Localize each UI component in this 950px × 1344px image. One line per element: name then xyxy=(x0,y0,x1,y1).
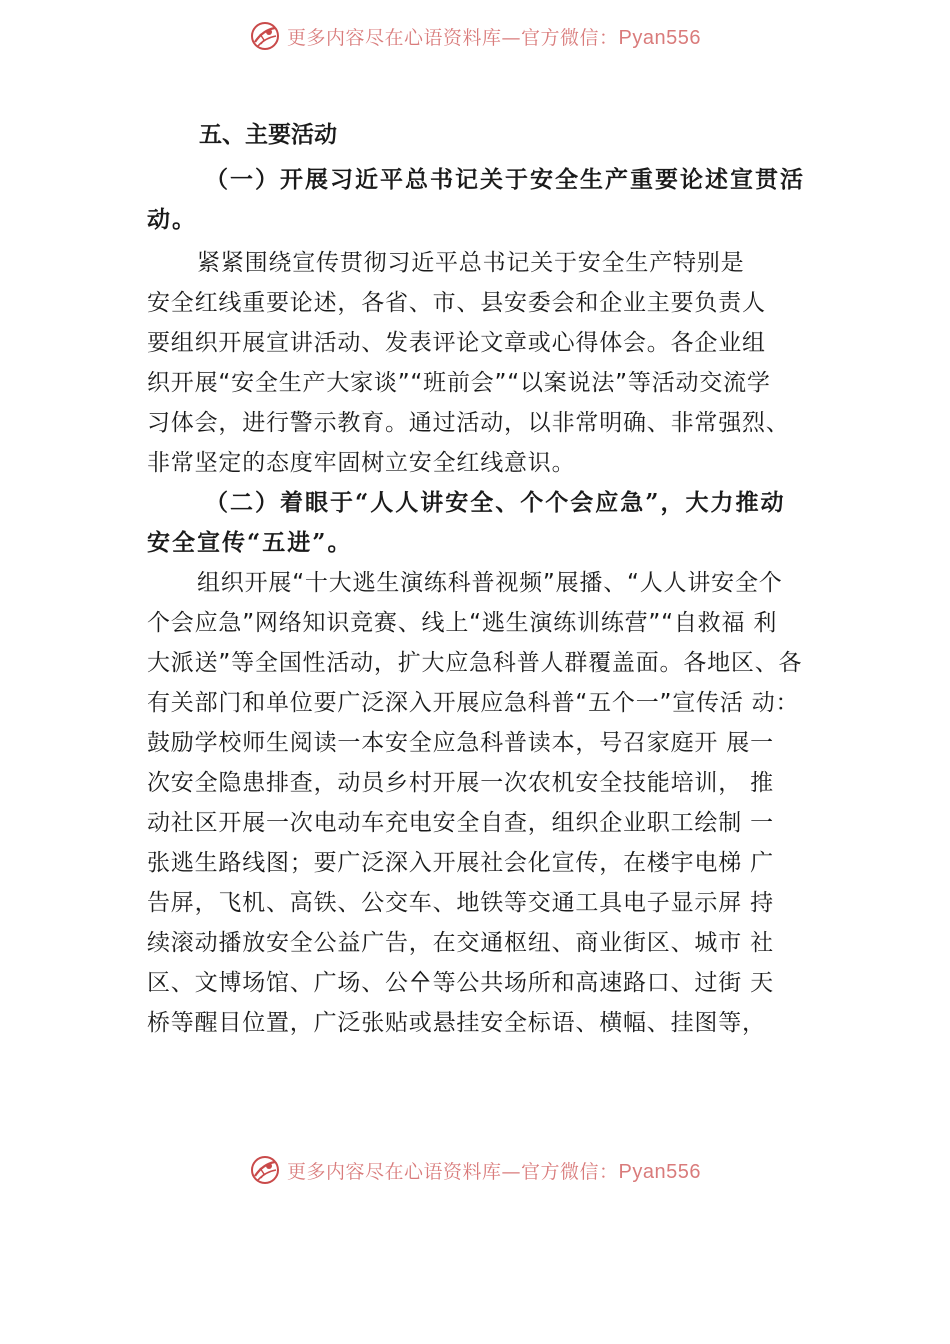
paragraph-line: 区、文博场馆、广场、公㐃等公共场所和高速路口、过街 天 xyxy=(147,970,774,996)
paragraph-line: 鼓励学校师生阅读一本安全应急科普读本，号召家庭开 展一 xyxy=(147,730,774,756)
footer-watermark xyxy=(0,1150,950,1190)
header-watermark xyxy=(0,16,950,56)
watermark-brand: 更多内容尽在心语资料库 xyxy=(287,1160,502,1183)
watermark-id: Pyan556 xyxy=(618,1160,701,1183)
paragraph-line: 非常坚定的态度牢固树立安全红线意识。 xyxy=(147,450,576,476)
paragraph-line: 习体会，进行警示教育。通过活动，以非常明确、非常强烈、 xyxy=(147,410,790,436)
sun-swirl-logo-icon xyxy=(249,1154,281,1186)
paragraph-line: 张逃生路线图；要广泛深入开展社会化宣传，在楼宇电梯 广 xyxy=(147,850,774,876)
subheading-line: （一）开展习近平总书记关于安全生产重要论述宣贯活 xyxy=(205,166,805,193)
watermark-brand: 更多内容尽在心语资料库 xyxy=(287,26,502,49)
paragraph-line: 续滚动播放安全公益广告，在交通枢纽、商业街区、城市 社 xyxy=(147,930,774,956)
paragraph-line: 紧紧围绕宣传贯彻习近平总书记关于安全生产特别是 xyxy=(197,250,745,276)
sun-swirl-logo-icon xyxy=(249,20,281,52)
section-heading: 五、主要活动 xyxy=(199,122,337,148)
watermark-text xyxy=(287,1157,701,1184)
watermark-id: Pyan556 xyxy=(618,26,701,49)
subheading-line: （二）着眼于“人人讲安全、个个会应急”，大力推动 xyxy=(205,489,786,516)
watermark-text xyxy=(287,23,701,50)
watermark-separator: — xyxy=(501,1160,522,1183)
paragraph-line: 大派送”等全国性活动，扩大应急科普人群覆盖面。各地区、各 xyxy=(147,650,803,676)
paragraph-line: 有关部门和单位要广泛深入开展应急科普“五个一”宣传活 动： xyxy=(147,690,800,716)
paragraph-line: 组织开展“十大逃生演练科普视频”展播、“人人讲安全个 xyxy=(197,570,783,596)
paragraph-line: 桥等醒目位置，广泛张贴或悬挂安全标语、横幅、挂图等， xyxy=(147,1010,766,1036)
watermark-separator: — xyxy=(501,26,522,49)
watermark-label: 官方微信： xyxy=(521,1160,619,1183)
paragraph-line: 个会应急”网络知识竞赛、线上“逃生演练训练营”“自救福 利 xyxy=(147,610,778,636)
paragraph-line: 次安全隐患排查，动员乡村开展一次农机安全技能培训， 推 xyxy=(147,770,774,796)
paragraph-line: 织开展“安全生产大家谈”“班前会”“以案说法”等活动交流学 xyxy=(147,370,771,396)
watermark-label: 官方微信： xyxy=(521,26,619,49)
paragraph-line: 要组织开展宣讲活动、发表评论文章或心得体会。各企业组 xyxy=(147,330,766,356)
paragraph-line: 告屏，飞机、高铁、公交车、地铁等交通工具电子显示屏 持 xyxy=(147,890,774,916)
subheading-line: 动。 xyxy=(147,206,197,233)
paragraph-line: 安全红线重要论述，各省、市、县安委会和企业主要负责人 xyxy=(147,290,766,316)
subheading-line: 安全宣传“五进”。 xyxy=(147,529,353,556)
paragraph-line: 动社区开展一次电动车充电安全自查，组织企业职工绘制 一 xyxy=(147,810,774,836)
